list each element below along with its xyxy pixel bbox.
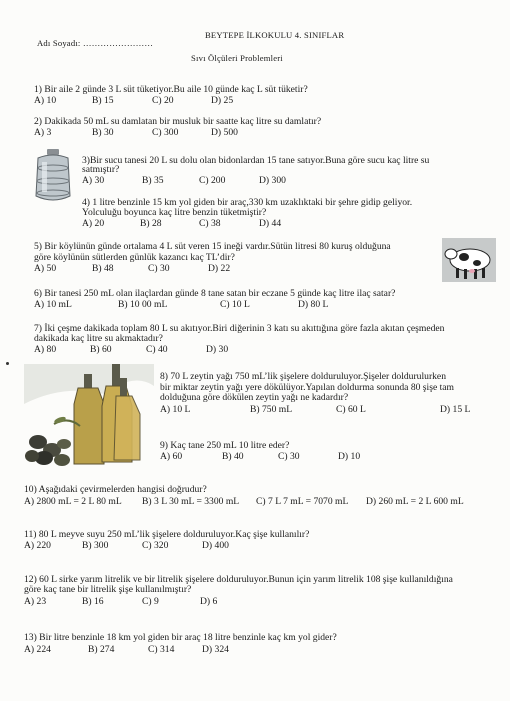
option-d: D) 25 — [211, 95, 234, 106]
option-d: D) 15 L — [440, 404, 471, 415]
olive-oil-image — [24, 364, 154, 472]
option-b: B) 60 — [90, 344, 112, 355]
name-label: Adı Soyadı: …………………… — [37, 38, 154, 48]
question-8-text-line-3: dolduğuna göre dökülen zeytin yağı ne kadardır? — [160, 392, 349, 403]
option-a: A) 10 — [34, 95, 57, 106]
question-8-text: 8) 70 L zeytin yağı 750 mL’lik şişelere dolduruluyor.Şişeler doldurulurken — [160, 371, 446, 382]
option-c: C) 20 — [152, 95, 174, 106]
water-jug-image — [30, 148, 76, 204]
option-c: C) 7 L 7 mL = 7070 mL — [256, 496, 349, 507]
option-c: C) 9 — [142, 596, 159, 607]
option-b: B) 750 mL — [250, 404, 293, 415]
option-a: A) 10 L — [160, 404, 191, 415]
option-a: A) 220 — [24, 540, 51, 551]
option-b: B) 300 — [82, 540, 109, 551]
option-b: B) 15 — [92, 95, 114, 106]
question-11-text: 11) 80 L meyve suyu 250 mL’lik şişelere dolduruluyor.Kaç şişe kullanılır? — [24, 529, 310, 540]
question-8-text-line-2: bir miktar zeytin yağı yere dökülüyor.Yapılan doldurma sonunda 80 şişe tam — [160, 382, 454, 393]
question-3-text-line-2: satmıştır? — [82, 164, 120, 175]
option-a: A) 80 — [34, 344, 57, 355]
option-b: B) 274 — [88, 644, 115, 655]
option-c: C) 314 — [148, 644, 175, 655]
question-4-text-line-2: Yolculuğu boyunca kaç litre benzin tüketmiştir? — [82, 207, 267, 218]
question-5-text: 5) Bir köylünün günde ortalama 4 L süt veren 15 ineği vardır.Sütün litresi 80 kuruş olduğuna — [34, 241, 391, 252]
question-7-text: 7) İki çeşme dakikada toplam 80 L su akıtıyor.Biri diğerinin 3 katı su akıttığına göre fazla akıtan çeşmeden — [34, 323, 445, 334]
question-12-text-line-2: göre kaç tane bir litrelik şişe kullanılmıştır? — [24, 584, 192, 595]
question-4-text: 4) 1 litre benzinle 15 km yol giden bir araç,330 km uzaklıktaki bir şehre gidip geliyor. — [82, 197, 413, 208]
option-a: A) 224 — [24, 644, 51, 655]
question-5-text-line-2: göre köylünün sütlerden günlük kazancı kaç TL’dir? — [34, 252, 235, 263]
option-a: A) 30 — [82, 175, 105, 186]
option-a: A) 3 — [34, 127, 52, 138]
question-10-text: 10) Aşağıdaki çevirmelerden hangisi doğrudur? — [24, 484, 207, 495]
option-d: D) 500 — [211, 127, 238, 138]
option-c: C) 40 — [146, 344, 168, 355]
option-a: A) 20 — [82, 218, 105, 229]
question-13-text: 13) Bir litre benzinle 18 km yol giden bir araç 18 litre benzinle kaç km yol gider? — [24, 632, 337, 643]
option-c: C) 30 — [278, 451, 300, 462]
option-b: B) 30 — [92, 127, 114, 138]
option-c: C) 30 — [148, 263, 170, 274]
option-b: B) 16 — [82, 596, 104, 607]
option-b: B) 3 L 30 mL = 3300 mL — [142, 496, 240, 507]
option-a: A) 10 mL — [34, 299, 72, 310]
option-d: D) 300 — [259, 175, 286, 186]
option-d: D) 260 mL = 2 L 600 mL — [366, 496, 464, 507]
option-c: C) 60 L — [336, 404, 366, 415]
option-d: D) 6 — [200, 596, 218, 607]
question-3-text: 3)Bir sucu tanesi 20 L su dolu olan bidonlardan 15 tane satıyor.Buna göre sucu kaç litre su — [82, 155, 430, 166]
option-a: A) 60 — [160, 451, 183, 462]
option-c: C) 10 L — [220, 299, 250, 310]
option-c: C) 200 — [199, 175, 226, 186]
option-d: D) 44 — [259, 218, 282, 229]
question-6-text: 6) Bir tanesi 250 mL olan ilaçlardan günde 8 tane satan bir eczane 5 günde kaç litre ilaç satar? — [34, 288, 396, 299]
option-a: A) 2800 mL = 2 L 80 mL — [24, 496, 122, 507]
question-12-text: 12) 60 L sirke yarım litrelik ve bir litrelik şişelere dolduruluyor.Bunun için yarım litrelik 108 şişe kullanıldığına — [24, 574, 453, 585]
question-7-text-line-2: dakikada kaç litre su akmaktadır? — [34, 333, 163, 344]
school-title: BEYTEPE İLKOKULU 4. SINIFLAR — [205, 30, 345, 40]
option-b: B) 35 — [142, 175, 164, 186]
option-c: C) 38 — [199, 218, 221, 229]
option-c: C) 320 — [142, 540, 169, 551]
option-d: D) 22 — [208, 263, 231, 274]
cow-image — [442, 238, 496, 282]
question-1-text: 1) Bir aile 2 günde 3 L süt tüketiyor.Bu aile 10 günde kaç L süt tüketir? — [34, 84, 308, 95]
margin-mark — [6, 362, 9, 365]
option-a: A) 50 — [34, 263, 57, 274]
worksheet-subtitle: Sıvı Ölçüleri Problemleri — [191, 53, 283, 63]
option-d: D) 30 — [206, 344, 229, 355]
option-b: B) 48 — [92, 263, 114, 274]
question-2-text: 2) Dakikada 50 mL su damlatan bir musluk bir saatte kaç litre su damlatır? — [34, 116, 322, 127]
option-d: D) 10 — [338, 451, 361, 462]
option-d: D) 400 — [202, 540, 229, 551]
option-b: B) 40 — [222, 451, 244, 462]
option-d: D) 80 L — [298, 299, 329, 310]
option-c: C) 300 — [152, 127, 179, 138]
option-d: D) 324 — [202, 644, 229, 655]
question-9-text: 9) Kaç tane 250 mL 10 litre eder? — [160, 440, 290, 451]
option-b: B) 10 00 mL — [118, 299, 168, 310]
option-b: B) 28 — [140, 218, 162, 229]
option-a: A) 23 — [24, 596, 47, 607]
